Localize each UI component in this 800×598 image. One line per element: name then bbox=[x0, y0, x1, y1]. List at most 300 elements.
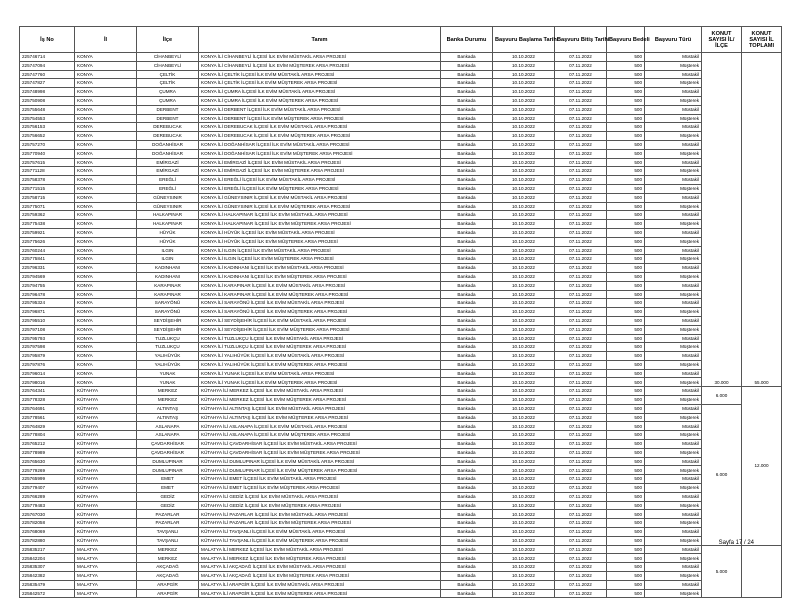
table-cell: Müşterek bbox=[645, 149, 702, 158]
table-cell: CİHANBEYLİ bbox=[137, 61, 199, 70]
table-row bbox=[20, 105, 782, 114]
table-cell: 500 bbox=[607, 237, 645, 246]
table-cell: 500 bbox=[607, 572, 645, 581]
table-cell: Bankada bbox=[441, 211, 493, 220]
table-cell: 10.10.2022 bbox=[493, 272, 555, 281]
table-cell: 10.10.2022 bbox=[493, 140, 555, 149]
konut-sayisi-il-toplami bbox=[742, 545, 782, 598]
table-cell: KÜTAHYA İLİ MERKEZ İLÇESİ İLK EVİM MÜŞTEREK ARSA PROJESİ bbox=[199, 396, 441, 405]
table-cell: 10.10.2022 bbox=[493, 53, 555, 62]
table-cell: KONYA İLİ GÜNEYSINIR İLÇESİ İLK EVİM MÜŞTEREK ARSA PROJESİ bbox=[199, 202, 441, 211]
project-table bbox=[19, 26, 782, 598]
table-cell: 225766289 bbox=[20, 492, 75, 501]
table-cell: Bankada bbox=[441, 431, 493, 440]
table-cell: KONYA İLİ EREĞLİ İLÇESİ İLK EVİM MÜSTAKİL ARSA PROJESİ bbox=[199, 176, 441, 185]
table-cell: 10.10.2022 bbox=[493, 167, 555, 176]
table-cell: 500 bbox=[607, 563, 645, 572]
table-cell: KÜTAHYA İLİ DUMLUPINAR İLÇESİ İLK EVİM MÜŞTEREK ARSA PROJESİ bbox=[199, 466, 441, 475]
table-header-row bbox=[20, 27, 782, 53]
column-header: İş No bbox=[20, 27, 75, 53]
table-cell: 225778989 bbox=[20, 448, 75, 457]
table-cell: 10.10.2022 bbox=[493, 484, 555, 493]
table-cell: 500 bbox=[607, 290, 645, 299]
table-cell: 07.11.2022 bbox=[555, 79, 607, 88]
table-cell: Bankada bbox=[441, 132, 493, 141]
table-cell: 500 bbox=[607, 413, 645, 422]
table-cell: 500 bbox=[607, 554, 645, 563]
table-cell: Müşterek bbox=[645, 202, 702, 211]
table-cell: ALTINTAŞ bbox=[137, 413, 199, 422]
table-cell: Müstakil bbox=[645, 492, 702, 501]
table-cell: Bankada bbox=[441, 114, 493, 123]
table-cell: 07.11.2022 bbox=[555, 501, 607, 510]
table-cell: 225775841 bbox=[20, 255, 75, 264]
table-cell: 07.11.2022 bbox=[555, 360, 607, 369]
table-cell: 225795879 bbox=[20, 352, 75, 361]
table-row bbox=[20, 70, 782, 79]
table-cell: ÇELTİK bbox=[137, 70, 199, 79]
table-cell: 07.11.2022 bbox=[555, 431, 607, 440]
table-cell: Bankada bbox=[441, 70, 493, 79]
table-cell: EREĞLİ bbox=[137, 176, 199, 185]
table-cell: Bankada bbox=[441, 440, 493, 449]
table-row bbox=[20, 404, 782, 413]
table-cell: Müşterek bbox=[645, 290, 702, 299]
table-cell: 225765999 bbox=[20, 475, 75, 484]
table-cell: 07.11.2022 bbox=[555, 387, 607, 396]
table-cell: 225756652 bbox=[20, 132, 75, 141]
table-cell: 10.10.2022 bbox=[493, 378, 555, 387]
table-cell: MALATYA bbox=[75, 545, 137, 554]
table-cell: 07.11.2022 bbox=[555, 492, 607, 501]
table-row bbox=[20, 492, 782, 501]
table-cell: Müstakil bbox=[645, 264, 702, 273]
table-cell: KÜTAHYA bbox=[75, 457, 137, 466]
table-cell: Müşterek bbox=[645, 343, 702, 352]
column-header: İl bbox=[75, 27, 137, 53]
table-row bbox=[20, 360, 782, 369]
table-cell: 07.11.2022 bbox=[555, 140, 607, 149]
table-cell: SEYDİŞEHİR bbox=[137, 325, 199, 334]
table-cell: 500 bbox=[607, 114, 645, 123]
table-cell: 10.10.2022 bbox=[493, 246, 555, 255]
table-cell: KADINHANI bbox=[137, 272, 199, 281]
table-cell: KONYA bbox=[75, 369, 137, 378]
table-cell: KÜTAHYA bbox=[75, 466, 137, 475]
table-cell: Müstakil bbox=[645, 211, 702, 220]
table-cell: 500 bbox=[607, 246, 645, 255]
table-cell: AKÇADAĞ bbox=[137, 563, 199, 572]
table-cell: KONYA bbox=[75, 132, 137, 141]
table-cell: Bankada bbox=[441, 281, 493, 290]
table-cell: 500 bbox=[607, 167, 645, 176]
table-cell: ÇAVDARHİSAR bbox=[137, 448, 199, 457]
table-row bbox=[20, 61, 782, 70]
table-cell: 07.11.2022 bbox=[555, 554, 607, 563]
column-header: KONUT SAYISI İL/İLÇE bbox=[702, 27, 742, 53]
table-cell: KONYA İLİ KARAPINAR İLÇESİ İLK EVİM MÜSTAKİL ARSA PROJESİ bbox=[199, 281, 441, 290]
table-row bbox=[20, 536, 782, 545]
table-cell: MERKEZ bbox=[137, 545, 199, 554]
table-cell: KONYA İLİ ÇUMRA İLÇESİ İLK EVİM MÜŞTEREK ARSA PROJESİ bbox=[199, 96, 441, 105]
table-cell: KONYA İLİ HALKAPINAR İLÇESİ İLK EVİM MÜŞTEREK ARSA PROJESİ bbox=[199, 220, 441, 229]
table-cell: KONYA bbox=[75, 140, 137, 149]
table-cell: KONYA İLİ SEYDİŞEHİR İLÇESİ İLK EVİM MÜŞTEREK ARSA PROJESİ bbox=[199, 325, 441, 334]
table-cell: ÇAVDARHİSAR bbox=[137, 440, 199, 449]
table-cell: 10.10.2022 bbox=[493, 70, 555, 79]
table-cell: 500 bbox=[607, 193, 645, 202]
table-cell: 500 bbox=[607, 228, 645, 237]
table-cell: 07.11.2022 bbox=[555, 158, 607, 167]
table-cell: KÜTAHYA İLİ ASLANAPA İLÇESİ İLK EVİM MÜSTAKİL ARSA PROJESİ bbox=[199, 422, 441, 431]
table-cell: 07.11.2022 bbox=[555, 325, 607, 334]
table-cell: 10.10.2022 bbox=[493, 114, 555, 123]
table-cell: KONYA İLİ YUNAK İLÇESİ İLK EVİM MÜŞTEREK ARSA PROJESİ bbox=[199, 378, 441, 387]
table-cell: 225748998 bbox=[20, 88, 75, 97]
table-cell: 225764691 bbox=[20, 404, 75, 413]
table-cell: Bankada bbox=[441, 299, 493, 308]
table-row bbox=[20, 88, 782, 97]
table-cell: Müşterek bbox=[645, 360, 702, 369]
table-cell: Bankada bbox=[441, 272, 493, 281]
table-cell: EREĞLİ bbox=[137, 184, 199, 193]
table-cell: KONYA İLİ KADINHANI İLÇESİ İLK EVİM MÜSTAKİL ARSA PROJESİ bbox=[199, 264, 441, 273]
table-cell: 10.10.2022 bbox=[493, 422, 555, 431]
table-cell: KONYA İLİ EREĞLİ İLÇESİ İLK EVİM MÜŞTEREK ARSA PROJESİ bbox=[199, 184, 441, 193]
table-row bbox=[20, 440, 782, 449]
table-cell: 07.11.2022 bbox=[555, 334, 607, 343]
table-cell: 500 bbox=[607, 404, 645, 413]
table-cell: Müstakil bbox=[645, 334, 702, 343]
table-cell: Bankada bbox=[441, 228, 493, 237]
table-cell: 225842572 bbox=[20, 589, 75, 598]
table-cell: 10.10.2022 bbox=[493, 440, 555, 449]
table-cell: 225798016 bbox=[20, 378, 75, 387]
table-cell: KONYA İLİ DERBENT İLÇESİ İLK EVİM MÜSTAKİL ARSA PROJESİ bbox=[199, 105, 441, 114]
table-cell: KONYA bbox=[75, 211, 137, 220]
table-cell: GÜNEYSINIR bbox=[137, 202, 199, 211]
table-cell: 225778328 bbox=[20, 396, 75, 405]
table-cell: 07.11.2022 bbox=[555, 589, 607, 598]
table-cell: 10.10.2022 bbox=[493, 176, 555, 185]
table-row bbox=[20, 369, 782, 378]
table-cell: MALATYA İLİ MERKEZ İLÇESİ İLK EVİM MÜŞTEREK ARSA PROJESİ bbox=[199, 554, 441, 563]
table-cell: KÜTAHYA İLİ ALTINTAŞ İLÇESİ İLK EVİM MÜŞTEREK ARSA PROJESİ bbox=[199, 413, 441, 422]
table-cell: KADINHANI bbox=[137, 264, 199, 273]
table-cell: Müşterek bbox=[645, 132, 702, 141]
table-cell: KONYA İLİ SARAYÖNÜ İLÇESİ İLK EVİM MÜŞTEREK ARSA PROJESİ bbox=[199, 308, 441, 317]
table-cell: 225782880 bbox=[20, 536, 75, 545]
table-cell: ÇELTİK bbox=[137, 79, 199, 88]
table-cell: MERKEZ bbox=[137, 554, 199, 563]
table-cell: GÜNEYSINIR bbox=[137, 193, 199, 202]
table-cell: Bankada bbox=[441, 510, 493, 519]
table-cell: 10.10.2022 bbox=[493, 105, 555, 114]
table-cell: ASLANAPA bbox=[137, 431, 199, 440]
table-cell: 500 bbox=[607, 589, 645, 598]
table-cell: 10.10.2022 bbox=[493, 281, 555, 290]
table-cell: 10.10.2022 bbox=[493, 580, 555, 589]
table-cell: GEDİZ bbox=[137, 492, 199, 501]
table-cell: 500 bbox=[607, 202, 645, 211]
table-cell: Bankada bbox=[441, 422, 493, 431]
table-cell: 07.11.2022 bbox=[555, 440, 607, 449]
table-cell: 500 bbox=[607, 79, 645, 88]
table-cell: 07.11.2022 bbox=[555, 466, 607, 475]
table-cell: KONYA İLİ EMİRGAZİ İLÇESİ İLK EVİM MÜSTAKİL ARSA PROJESİ bbox=[199, 158, 441, 167]
table-cell: KONYA bbox=[75, 290, 137, 299]
table-cell: KÜTAHYA İLİ TAVŞANLI İLÇESİ İLK EVİM MÜŞTEREK ARSA PROJESİ bbox=[199, 536, 441, 545]
table-body bbox=[20, 53, 782, 598]
table-cell: MALATYA İLİ ARAPGİR İLÇESİ İLK EVİM MÜŞTEREK ARSA PROJESİ bbox=[199, 589, 441, 598]
table-cell: 07.11.2022 bbox=[555, 308, 607, 317]
table-cell: Müşterek bbox=[645, 79, 702, 88]
table-cell: 225747760 bbox=[20, 70, 75, 79]
table-cell: Müstakil bbox=[645, 105, 702, 114]
table-cell: 500 bbox=[607, 176, 645, 185]
table-cell: 500 bbox=[607, 53, 645, 62]
table-cell: KONYA İLİ KARAPINAR İLÇESİ İLK EVİM MÜŞTEREK ARSA PROJESİ bbox=[199, 290, 441, 299]
table-cell: KONYA İLİ SEYDİŞEHİR İLÇESİ İLK EVİM MÜSTAKİL ARSA PROJESİ bbox=[199, 316, 441, 325]
table-cell: Bankada bbox=[441, 378, 493, 387]
table-cell: 10.10.2022 bbox=[493, 457, 555, 466]
table-cell: 10.10.2022 bbox=[493, 448, 555, 457]
table-cell: KONYA İLİ SARAYÖNÜ İLÇESİ İLK EVİM MÜSTAKİL ARSA PROJESİ bbox=[199, 299, 441, 308]
table-cell: 500 bbox=[607, 352, 645, 361]
table-cell: 500 bbox=[607, 501, 645, 510]
table-row bbox=[20, 272, 782, 281]
table-cell: 500 bbox=[607, 440, 645, 449]
table-cell: Bankada bbox=[441, 545, 493, 554]
table-cell: 500 bbox=[607, 325, 645, 334]
table-cell: 10.10.2022 bbox=[493, 475, 555, 484]
table-cell: Müstakil bbox=[645, 140, 702, 149]
table-row bbox=[20, 255, 782, 264]
table-cell: KONYA bbox=[75, 264, 137, 273]
table-cell: ALTINTAŞ bbox=[137, 404, 199, 413]
table-cell: 225767030 bbox=[20, 510, 75, 519]
table-cell: KÜTAHYA bbox=[75, 413, 137, 422]
table-cell: Bankada bbox=[441, 369, 493, 378]
table-cell: DEREBUCAK bbox=[137, 123, 199, 132]
table-cell: Müşterek bbox=[645, 237, 702, 246]
table-cell: KONYA bbox=[75, 167, 137, 176]
table-cell: KÜTAHYA bbox=[75, 501, 137, 510]
konut-sayisi-il-toplami: 12.000 bbox=[742, 387, 782, 545]
table-cell: KONYA İLİ ÇELTİK İLÇESİ İLK EVİM MÜSTAKİL ARSA PROJESİ bbox=[199, 70, 441, 79]
table-cell: 07.11.2022 bbox=[555, 211, 607, 220]
table-cell: KONYA İLİ ILGIN İLÇESİ İLK EVİM MÜŞTEREK ARSA PROJESİ bbox=[199, 255, 441, 264]
table-row bbox=[20, 572, 782, 581]
table-cell: Bankada bbox=[441, 343, 493, 352]
table-cell: SARAYÖNÜ bbox=[137, 299, 199, 308]
table-cell: KONYA bbox=[75, 158, 137, 167]
table-cell: Müstakil bbox=[645, 281, 702, 290]
table-cell: 07.11.2022 bbox=[555, 422, 607, 431]
table-cell: KONYA bbox=[75, 202, 137, 211]
table-row bbox=[20, 528, 782, 537]
table-cell: 500 bbox=[607, 536, 645, 545]
table-cell: Bankada bbox=[441, 88, 493, 97]
table-cell: 10.10.2022 bbox=[493, 387, 555, 396]
table-cell: 500 bbox=[607, 96, 645, 105]
table-cell: DERBENT bbox=[137, 105, 199, 114]
table-cell: 500 bbox=[607, 123, 645, 132]
table-cell: 07.11.2022 bbox=[555, 53, 607, 62]
table-cell: KONYA bbox=[75, 334, 137, 343]
table-cell: KONYA İLİ ILGIN İLÇESİ İLK EVİM MÜSTAKİL ARSA PROJESİ bbox=[199, 246, 441, 255]
table-cell: KONYA İLİ YUNAK İLÇESİ İLK EVİM MÜSTAKİL ARSA PROJESİ bbox=[199, 369, 441, 378]
table-cell: 500 bbox=[607, 360, 645, 369]
table-cell: 225771128 bbox=[20, 167, 75, 176]
table-cell: 07.11.2022 bbox=[555, 105, 607, 114]
table-cell: KONYA bbox=[75, 378, 137, 387]
table-cell: 225764341 bbox=[20, 387, 75, 396]
table-cell: Bankada bbox=[441, 387, 493, 396]
table-cell: KÜTAHYA İLİ TAVŞANLI İLÇESİ İLK EVİM MÜSTAKİL ARSA PROJESİ bbox=[199, 528, 441, 537]
table-row bbox=[20, 299, 782, 308]
table-cell: 10.10.2022 bbox=[493, 343, 555, 352]
table-cell: EMİRGAZİ bbox=[137, 158, 199, 167]
table-cell: ILGIN bbox=[137, 255, 199, 264]
table-cell: 10.10.2022 bbox=[493, 237, 555, 246]
table-cell: 07.11.2022 bbox=[555, 228, 607, 237]
table-cell: 225771515 bbox=[20, 184, 75, 193]
table-cell: 225797876 bbox=[20, 360, 75, 369]
table-cell: KÜTAHYA bbox=[75, 528, 137, 537]
table-cell: KONYA bbox=[75, 308, 137, 317]
table-cell: 225754553 bbox=[20, 114, 75, 123]
table-cell: 500 bbox=[607, 88, 645, 97]
table-cell: Müstakil bbox=[645, 545, 702, 554]
column-header: Banka Durumu bbox=[441, 27, 493, 53]
table-cell: 10.10.2022 bbox=[493, 290, 555, 299]
table-cell: 07.11.2022 bbox=[555, 580, 607, 589]
table-cell: 07.11.2022 bbox=[555, 132, 607, 141]
table-cell: Müstakil bbox=[645, 422, 702, 431]
table-cell: 10.10.2022 bbox=[493, 413, 555, 422]
table-cell: Bankada bbox=[441, 334, 493, 343]
table-cell: 10.10.2022 bbox=[493, 96, 555, 105]
table-cell: Bankada bbox=[441, 396, 493, 405]
table-cell: 07.11.2022 bbox=[555, 352, 607, 361]
column-header: Başvuru Bitiş Tarihi bbox=[555, 27, 607, 53]
table-cell: 10.10.2022 bbox=[493, 589, 555, 598]
table-cell: HÜYÜK bbox=[137, 228, 199, 237]
table-cell: KONYA bbox=[75, 325, 137, 334]
table-cell: KARAPINAR bbox=[137, 281, 199, 290]
table-cell: Bankada bbox=[441, 53, 493, 62]
table-row bbox=[20, 589, 782, 598]
table-cell: KONYA İLİ DOĞANHİSAR İLÇESİ İLK EVİM MÜŞTEREK ARSA PROJESİ bbox=[199, 149, 441, 158]
table-cell: Bankada bbox=[441, 193, 493, 202]
table-cell: EMET bbox=[137, 484, 199, 493]
table-cell: 225795324 bbox=[20, 299, 75, 308]
table-cell: 500 bbox=[607, 492, 645, 501]
table-cell: 10.10.2022 bbox=[493, 316, 555, 325]
table-cell: KONYA bbox=[75, 114, 137, 123]
table-cell: PAZARLAR bbox=[137, 510, 199, 519]
table-cell: 07.11.2022 bbox=[555, 255, 607, 264]
table-row bbox=[20, 563, 782, 572]
table-cell: KÜTAHYA İLİ GEDİZ İLÇESİ İLK EVİM MÜSTAKİL ARSA PROJESİ bbox=[199, 492, 441, 501]
table-cell: 225782058 bbox=[20, 519, 75, 528]
table-cell: KÜTAHYA İLİ GEDİZ İLÇESİ İLK EVİM MÜŞTEREK ARSA PROJESİ bbox=[199, 501, 441, 510]
table-cell: SARAYÖNÜ bbox=[137, 308, 199, 317]
table-row bbox=[20, 237, 782, 246]
table-cell: Müstakil bbox=[645, 404, 702, 413]
table-cell: MALATYA İLİ AKÇADAĞ İLÇESİ İLK EVİM MÜŞTEREK ARSA PROJESİ bbox=[199, 572, 441, 581]
table-cell: 500 bbox=[607, 184, 645, 193]
table-cell: YALIHÜYÜK bbox=[137, 352, 199, 361]
table-cell: 500 bbox=[607, 580, 645, 589]
table-cell: Bankada bbox=[441, 176, 493, 185]
table-cell: 225760244 bbox=[20, 246, 75, 255]
table-cell: MALATYA İLİ AKÇADAĞ İLÇESİ İLK EVİM MÜSTAKİL ARSA PROJESİ bbox=[199, 563, 441, 572]
table-cell: 07.11.2022 bbox=[555, 88, 607, 97]
table-cell: 225796331 bbox=[20, 264, 75, 273]
table-cell: Bankada bbox=[441, 475, 493, 484]
table-cell: KÜTAHYA İLİ ÇAVDARHİSAR İLÇESİ İLK EVİM MÜSTAKİL ARSA PROJESİ bbox=[199, 440, 441, 449]
table-row bbox=[20, 184, 782, 193]
table-cell: 07.11.2022 bbox=[555, 316, 607, 325]
table-cell: KONYA İLİ HÜYÜK İLÇESİ İLK EVİM MÜŞTEREK ARSA PROJESİ bbox=[199, 237, 441, 246]
table-row bbox=[20, 431, 782, 440]
table-cell: KONYA bbox=[75, 88, 137, 97]
table-cell: Bankada bbox=[441, 554, 493, 563]
table-cell: 225775071 bbox=[20, 202, 75, 211]
table-cell: TAVŞANLI bbox=[137, 528, 199, 537]
table-row bbox=[20, 264, 782, 273]
table-cell: KÜTAHYA bbox=[75, 396, 137, 405]
table-cell: 225759921 bbox=[20, 228, 75, 237]
table-cell: 500 bbox=[607, 105, 645, 114]
table-cell: Müstakil bbox=[645, 228, 702, 237]
table-cell: 225765630 bbox=[20, 457, 75, 466]
table-cell: Bankada bbox=[441, 528, 493, 537]
table-cell: 225794569 bbox=[20, 272, 75, 281]
table-cell: 500 bbox=[607, 484, 645, 493]
table-cell: 10.10.2022 bbox=[493, 149, 555, 158]
table-cell: 10.10.2022 bbox=[493, 228, 555, 237]
table-cell: 07.11.2022 bbox=[555, 264, 607, 273]
table-cell: MALATYA bbox=[75, 554, 137, 563]
table-cell: KÜTAHYA bbox=[75, 440, 137, 449]
table-cell: MALATYA bbox=[75, 580, 137, 589]
table-cell: Müstakil bbox=[645, 387, 702, 396]
table-cell: Müşterek bbox=[645, 572, 702, 581]
table-cell: 225842382 bbox=[20, 572, 75, 581]
table-cell: 10.10.2022 bbox=[493, 545, 555, 554]
table-cell: 10.10.2022 bbox=[493, 255, 555, 264]
table-cell: Müşterek bbox=[645, 96, 702, 105]
table-cell: 225757270 bbox=[20, 140, 75, 149]
table-cell: 225756153 bbox=[20, 123, 75, 132]
table-cell: MALATYA bbox=[75, 563, 137, 572]
table-cell: PAZARLAR bbox=[137, 519, 199, 528]
table-cell: 500 bbox=[607, 140, 645, 149]
table-cell: MERKEZ bbox=[137, 396, 199, 405]
table-cell: MALATYA İLİ ARAPGİR İLÇESİ İLK EVİM MÜSTAKİL ARSA PROJESİ bbox=[199, 580, 441, 589]
table-cell: 10.10.2022 bbox=[493, 88, 555, 97]
konut-sayisi-il-ilce: 5.000 bbox=[702, 545, 742, 598]
table-cell: 500 bbox=[607, 466, 645, 475]
table-cell: KONYA İLİ ÇELTİK İLÇESİ İLK EVİM MÜŞTEREK ARSA PROJESİ bbox=[199, 79, 441, 88]
table-cell: KÜTAHYA İLİ PAZARLAR İLÇESİ İLK EVİM MÜSTAKİL ARSA PROJESİ bbox=[199, 510, 441, 519]
table-cell: Bankada bbox=[441, 96, 493, 105]
table-cell: 500 bbox=[607, 387, 645, 396]
table-cell: 225770940 bbox=[20, 149, 75, 158]
